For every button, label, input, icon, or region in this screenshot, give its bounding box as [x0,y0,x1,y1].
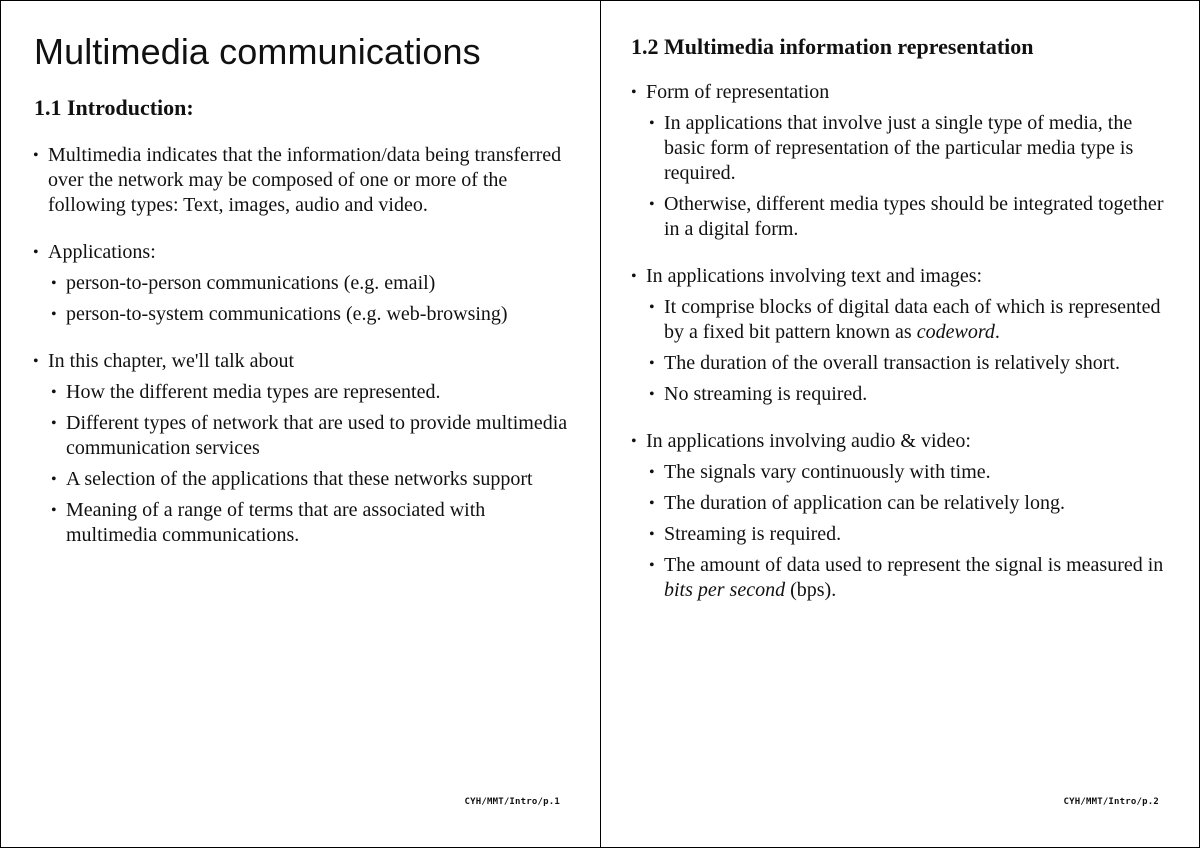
list-item [629,429,1169,454]
bullet-icon: • [51,306,57,323]
bullet-icon: • [51,275,57,292]
bullet-icon: • [649,464,655,481]
bullet-icon: • [649,355,655,372]
section-heading-intro: 1.1 Introduction: [34,95,194,120]
list-item-text: Applications: [48,241,156,263]
bullet-group [629,80,1169,242]
document-title: Multimedia communications [34,31,481,72]
page-1 [1,1,601,847]
list-item-text: Form of representation [646,81,830,103]
sub-item-text: In applications that involve just a single type of media, the basic form of representation of the particular media type is required. [664,112,1134,184]
sub-list [31,271,570,327]
bullet-icon: • [631,84,637,101]
list-item-text: In applications involving text and images: [646,265,983,287]
list-item [31,349,570,374]
sub-item-text: person-to-system communications (e.g. web-browsing) [66,303,508,325]
sub-item-text: Meaning of a range of terms that are associated with multimedia communications. [66,499,486,546]
sub-list-item [629,382,1169,407]
section-heading-representation: 1.2 Multimedia information representation [631,34,1034,59]
bullet-icon: • [51,415,57,432]
sub-list-item [629,192,1169,242]
bullet-icon: • [51,471,57,488]
bullet-icon: • [649,299,655,316]
bullet-icon: • [649,386,655,403]
bullet-icon: • [51,384,57,401]
list-item [629,80,1169,105]
bullet-icon: • [33,244,39,261]
bullet-icon: • [51,502,57,519]
bullet-icon: • [649,557,655,574]
sub-list-item [31,302,570,327]
bullet-icon: • [649,196,655,213]
sub-item-text: The duration of application can be relatively long. [664,492,1065,514]
list-item-text: Multimedia indicates that the information/data being transferred over the network may be composed of one or more of the following types: Text, images, audio and video. [48,144,562,216]
emphasis-term: bits per second [664,579,786,601]
bullet-icon: • [33,147,39,164]
sub-item-text: Different types of network that are used to provide multimedia communication services [66,412,568,459]
list-item [629,264,1169,289]
bullet-group [31,240,570,327]
sub-item-text: No streaming is required. [664,383,868,405]
page-2 [601,1,1199,847]
page-footer: CYH/MMT/Intro/p.2 [1063,797,1159,807]
punctuation: (bps). [785,579,837,601]
punctuation: . [994,321,1000,343]
sub-list-item [629,111,1169,186]
sub-list-item [629,351,1169,376]
bullet-icon: • [631,433,637,450]
sub-list [31,380,570,548]
sub-list-item [629,553,1169,603]
sub-item-text: Otherwise, different media types should be integrated together in a digital form. [664,193,1164,240]
sub-list [629,111,1169,242]
bullet-group [629,264,1169,407]
sub-item-text: How the different media types are represented. [66,381,441,403]
sub-item-text: The duration of the overall transaction is relatively short. [664,352,1120,374]
list-item-text: In this chapter, we'll talk about [48,350,295,372]
bullet-group [31,143,570,218]
bullet-icon: • [33,353,39,370]
bullet-icon: • [649,495,655,512]
sub-item-text: The signals vary continuously with time. [664,461,991,483]
sub-list-item [629,522,1169,547]
bullet-group [31,349,570,548]
list-item-text: In applications involving audio & video: [646,430,971,452]
sub-list-item [31,411,570,461]
sub-list-item [629,460,1169,485]
bullet-icon: • [649,115,655,132]
list-item [31,143,570,218]
sub-list-item [31,467,570,492]
bullet-group [629,429,1169,603]
sub-list [629,460,1169,603]
sub-item-text: Streaming is required. [664,523,842,545]
sub-list-item [31,498,570,548]
sub-list-item [629,295,1169,345]
page-footer: CYH/MMT/Intro/p.1 [464,797,560,807]
list-item [31,240,570,265]
sub-list [629,295,1169,407]
bullet-icon: • [631,268,637,285]
sub-list-item [31,271,570,296]
sub-item-text: A selection of the applications that these networks support [66,468,533,490]
emphasis-term: codeword [916,321,995,343]
sub-list-item [31,380,570,405]
bullet-icon: • [649,526,655,543]
sub-item-text: It comprise blocks of digital data each of which is represented by a fixed bit pattern known as [664,296,1161,343]
sub-list-item [629,491,1169,516]
sub-item-text: The amount of data used to represent the signal is measured in [664,554,1164,576]
sub-item-text: person-to-person communications (e.g. email) [66,272,436,294]
